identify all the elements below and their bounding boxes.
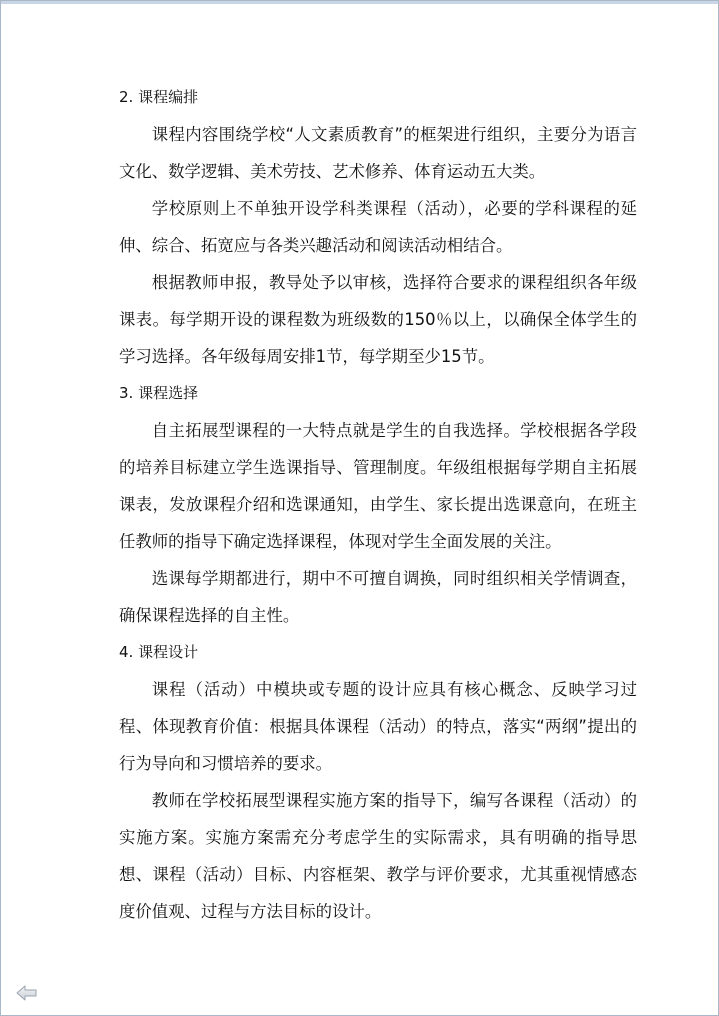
section-course-arrangement	[119, 79, 637, 375]
window-top-strip	[1, 1, 718, 4]
paragraph: 自主拓展型课程的一大特点就是学生的自我选择。学校根据各学段的培养目标建立学生选课指导、管理制度。年级组根据每学期自主拓展课表，发放课程介绍和选课通知，由学生、家长提出选课意向，在班主任教师的指导下确定选择课程，体现对学生全面发展的关注。	[119, 421, 637, 551]
paragraph: 教师在学校拓展型课程实施方案的指导下，编写各课程（活动）的实施方案。实施方案需充分考虑学生的实际需求，具有明确的指导思想、课程（活动）目标、内容框架、教学与评价要求，尤其重视情感态度价值观、过程与方法目标的设计。	[119, 791, 637, 921]
section-course-design	[119, 634, 637, 930]
section-heading: 2. 课程编排	[119, 88, 199, 106]
section-heading: 3. 课程选择	[119, 384, 199, 402]
paragraph: 学校原则上不单独开设学科类课程（活动），必要的学科课程的延伸、综合、拓宽应与各类兴趣活动和阅读活动相结合。	[119, 199, 637, 255]
back-arrow-icon-graphic	[16, 984, 38, 1002]
paragraph: 选课每学期都进行，期中不可擅自调换，同时组织相关学情调查，确保课程选择的自主性。	[119, 569, 637, 625]
paragraph: 课程（活动）中模块或专题的设计应具有核心概念、反映学习过程、体现教育价值：根据具体课程（活动）的特点，落实“两纲”提出的行为导向和习惯培养的要求。	[119, 680, 637, 773]
section-heading: 4. 课程设计	[119, 643, 199, 661]
document-page	[119, 79, 637, 930]
section-course-selection	[119, 375, 637, 634]
paragraph: 课程内容围绕学校“人文素质教育”的框架进行组织，主要分为语言文化、数学逻辑、美术劳技、艺术修养、体育运动五大类。	[119, 125, 637, 181]
back-arrow-icon[interactable]	[16, 984, 38, 1002]
paragraph: 根据教师申报，教导处予以审核，选择符合要求的课程组织各年级课表。每学期开设的课程数为班级数的150％以上，以确保全体学生的学习选择。各年级每周安排1节，每学期至少15节。	[119, 273, 637, 366]
